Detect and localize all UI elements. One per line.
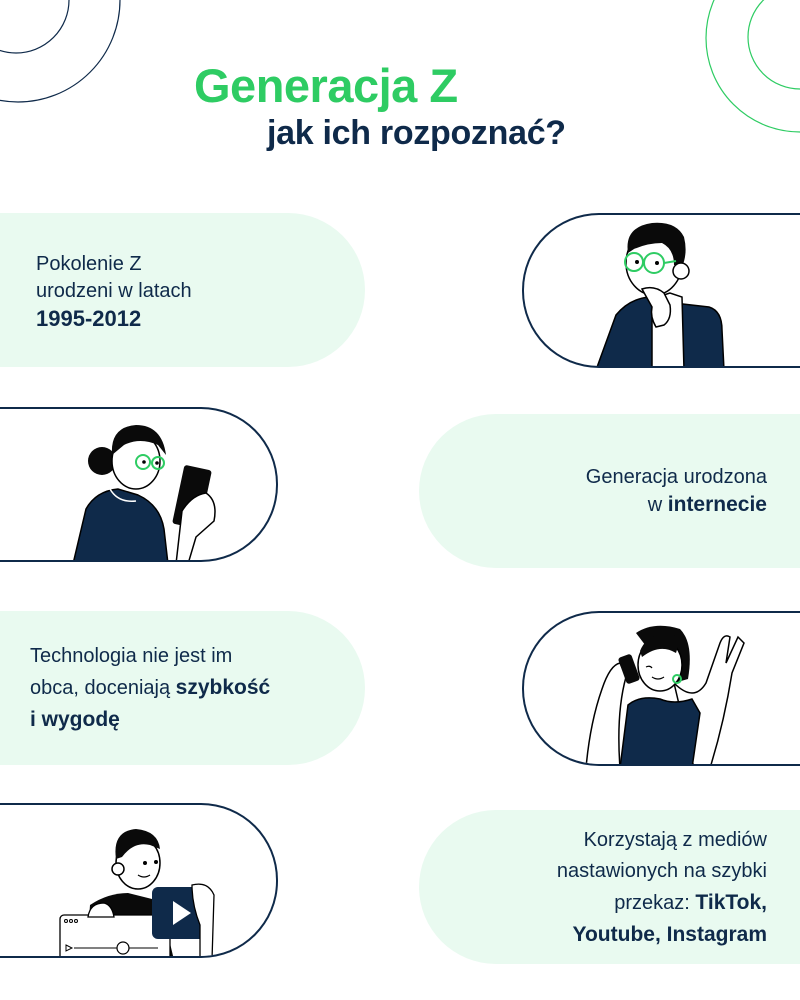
decorative-circles-top-left [0, 0, 130, 110]
illustration-man-video [0, 803, 278, 958]
card-text-line: Technologia nie jest im [30, 645, 233, 667]
page-subtitle: jak ich rozpoznać? [267, 114, 566, 152]
card-text-line: w internecie [647, 492, 767, 516]
man-video-player-icon [0, 805, 278, 958]
card-text-line: Korzystają z mediów [583, 828, 767, 851]
info-card-technology [0, 611, 365, 765]
thinking-man-icon [524, 215, 800, 368]
card-text-line: urodzeni w latach [36, 279, 192, 302]
card-text-line: obca, doceniają szybkość [30, 676, 271, 699]
card-text-bold: internecie [667, 492, 767, 516]
info-card-born-in-internet [419, 414, 800, 568]
woman-smartphone-icon [0, 409, 278, 562]
card-text-line: przekaz: TikTok, [614, 890, 767, 914]
card-text-bold: i wygodę [30, 708, 120, 731]
woman-phone-call-icon [524, 613, 800, 766]
card-text-bold: 1995-2012 [36, 305, 142, 331]
illustration-woman-phone-call [522, 611, 800, 766]
card-text-bold: Youtube, Instagram [572, 922, 767, 946]
card-text-line: Pokolenie Z [36, 252, 142, 275]
page-title: Generacja Z [194, 59, 458, 112]
card-text-bold: szybkość [175, 676, 271, 699]
illustration-woman-smartphone [0, 407, 278, 562]
info-card-social-media [419, 810, 800, 964]
card-text-line: Generacja urodzona [585, 465, 767, 488]
card-text-line: nastawionych na szybki [556, 859, 767, 882]
illustration-thinking-man [522, 213, 800, 368]
info-card-birth-years [0, 213, 365, 367]
decorative-circles-top-right [700, 0, 800, 140]
card-text-bold: TikTok, [695, 890, 767, 914]
